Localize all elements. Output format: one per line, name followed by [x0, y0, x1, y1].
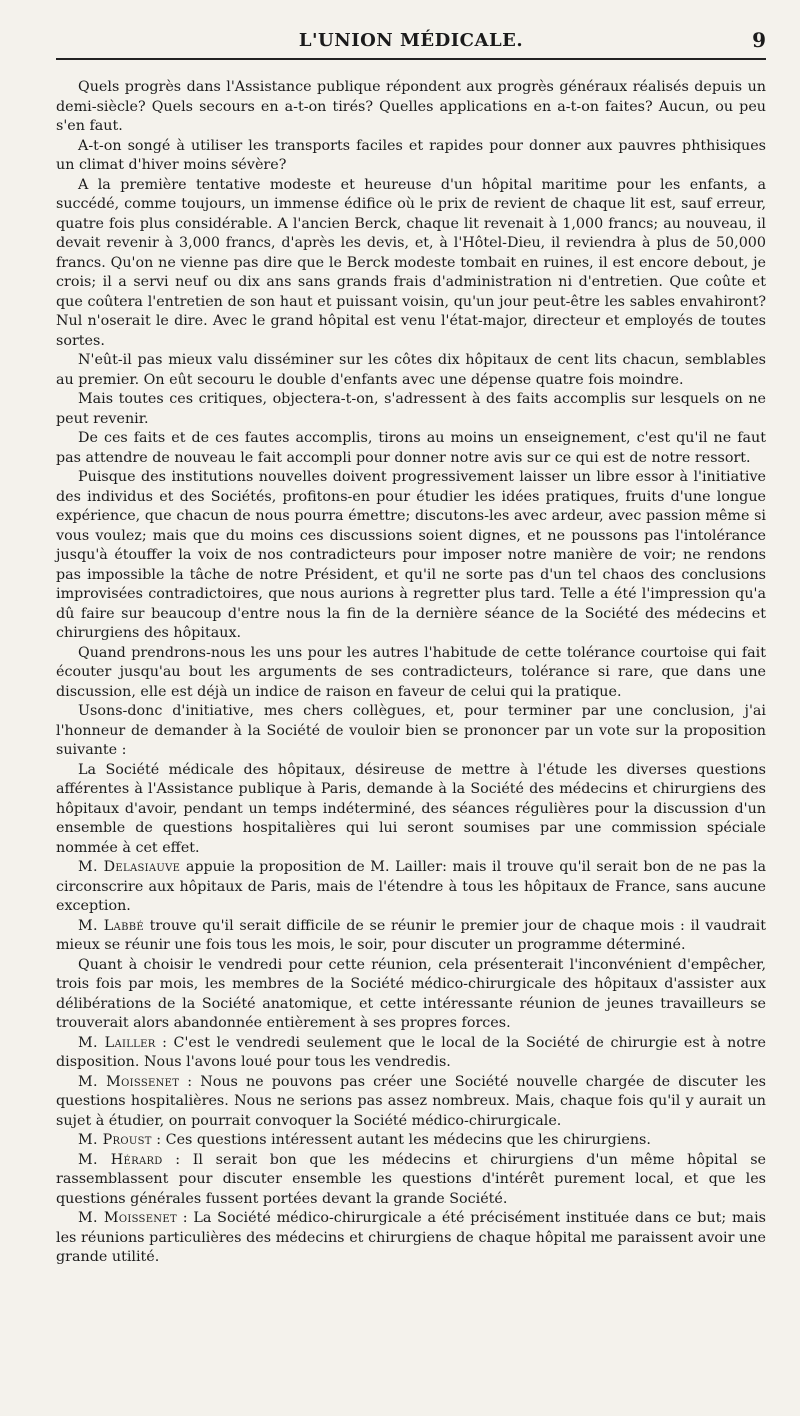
- paragraph: [56, 78, 766, 137]
- speaker-name: M. Hérard: [78, 1151, 163, 1168]
- paragraph-text: : Nous ne pouvons pas créer une Société nouvelle chargée de discuter les questions hospitalières. Nous ne serions pas assez nombreux. Mais, chaque fois qu'il y aurait un sujet à étudier, on pourrait convoquer la Société médico-chirurgicale.: [56, 1073, 766, 1129]
- speaker-paragraph: [56, 1073, 766, 1132]
- article-body: [56, 58, 766, 1268]
- speaker-paragraph: [56, 1209, 766, 1268]
- running-title: L'UNION MÉDICALE.: [298, 30, 524, 51]
- paragraph: [56, 351, 766, 390]
- paragraph-text: : Ces questions intéressent autant les médecins que les chirurgiens.: [151, 1132, 651, 1148]
- paragraph-text: A-t-on songé à utiliser les transports faciles et rapides pour donner aux pauvres phthisiques un climat d'hiver moins sévère?: [56, 137, 766, 173]
- paragraph-text: La Société médicale des hôpitaux, désireuse de mettre à l'étude les diverses questions afférentes à l'Assistance publique à Paris, demande à la Société des médecins et chirurgiens des hôpitaux d'avoir, pendant un temps indéterminé, des séances régulières pour la discussion d'un ensemble de questions hospitalières qui lui seront soumises par une commission spéciale nommée à cet effet.: [56, 761, 766, 856]
- page-number: 9: [752, 28, 766, 52]
- paragraph-text: appuie la proposition de M. Lailler: mais il trouve qu'il serait bon de ne pas la circonscrire aux hôpitaux de Paris, mais de l'étendre à tous les hôpitaux de France, sans aucune exception.: [56, 859, 766, 914]
- paragraph: [56, 956, 766, 1034]
- paragraph-text: Mais toutes ces critiques, objectera-t-on, s'adressent à des faits accomplis sur lesquels on ne peut revenir.: [56, 391, 766, 427]
- speaker-name: M. Lailler: [78, 1034, 156, 1051]
- paragraph-text: : C'est le vendredi seulement que le local de la Société de chirurgie est à notre disposition. Nous l'avons loué pour tous les vendredis.: [56, 1034, 766, 1070]
- speaker-name: M. Proust: [78, 1132, 152, 1148]
- paragraph: [56, 644, 766, 703]
- paragraph-text: trouve qu'il serait difficile de se réunir le premier jour de chaque mois : il vaudrait mieux se réunir une fois tous les mois, le soir, pour discuter un programme déterminé.: [56, 917, 766, 953]
- speaker-paragraph: [56, 1131, 766, 1151]
- paragraph: [56, 390, 766, 429]
- paragraph: [56, 702, 766, 761]
- proposition-paragraph: [56, 761, 766, 859]
- paragraph: [56, 468, 766, 644]
- speaker-paragraph: [56, 858, 766, 917]
- speaker-name: M. Moissenet: [78, 1073, 180, 1090]
- speaker-name: M. Delasiauve: [78, 859, 181, 875]
- speaker-paragraph: [56, 917, 766, 956]
- paragraph-text: A la première tentative modeste et heureuse d'un hôpital maritime pour les enfants, a succédé, comme toujours, un immense édifice où le prix de revient de chaque lit est, sauf erreur, quatre fois plus considérable. A l'ancien Berck, chaque lit revenait à 1,000 francs; au nouveau, il devait revenir à 3,000 francs, d'après les devis, et, à l'Hôtel-Dieu, il reviendra à plus de 50,000 francs. Qu'on ne vienne pas dire que le Berck modeste tombait en ruines, il est encore debout, je crois; il a servi neuf ou dix ans sans grands frais d'administration ni d'entretien. Que coûte et que coûtera l'entretien de son haut et puissant voisin, qu'un jour peut-être les sables envahiront? Nul n'oserait le dire. Avec le grand hôpital est venu l'état-major, directeur et employés de toutes sortes.: [56, 176, 766, 349]
- speaker-paragraph: [56, 1034, 766, 1073]
- paragraph-text: : Il serait bon que les médecins et chirurgiens d'un même hôpital se rassemblassent pour discuter ensemble les questions d'intérêt purement local, et que les questions générales fussent portées devant la grande Société.: [56, 1151, 766, 1207]
- paragraph: [56, 176, 766, 352]
- paragraph-text: N'eût-il pas mieux valu disséminer sur les côtes dix hôpitaux de cent lits chacun, semblables au premier. On eût secouru le double d'enfants avec une dépense quatre fois moindre.: [56, 352, 766, 388]
- paragraph-text: Usons-donc d'initiative, mes chers collègues, et, pour terminer par une conclusion, j'ai l'honneur de demander à la Société de vouloir bien se prononcer par un vote sur la proposition suivante :: [56, 703, 766, 758]
- paragraph: [56, 429, 766, 468]
- paragraph-text: Quels progrès dans l'Assistance publique répondent aux progrès généraux réalisés depuis un demi-siècle? Quels secours en a-t-on tirés? Quelles applications en a-t-on faites? Aucun, ou peu s'en faut.: [56, 79, 766, 134]
- paragraph-text: De ces faits et de ces fautes accomplis, tirons au moins un enseignement, c'est qu'il ne faut pas attendre de nouveau le fait accompli pour donner notre avis sur ce qui est de notre ressort.: [56, 430, 766, 466]
- page-header: [56, 0, 766, 58]
- paragraph-text: : La Société médico-chirurgicale a été précisément instituée dans ce but; mais les réunions particulières des médecins et chirurgiens de chaque hôpital me paraissent avoir une grande utilité.: [56, 1210, 766, 1265]
- speaker-name: M. Moissenet: [78, 1210, 177, 1226]
- header-rule: [56, 58, 766, 60]
- paragraph-text: Quant à choisir le vendredi pour cette réunion, cela présenterait l'inconvénient d'empêcher, trois fois par mois, les membres de la Société médico-chirurgicale des hôpitaux d'assister aux délibérations de la Société anatomique, et cette intéressante réunion de jeunes travailleurs se trouverait alors abandonnée entièrement à ses propres forces.: [56, 956, 766, 1031]
- paragraph: [56, 137, 766, 176]
- speaker-name: M. Labbé: [78, 917, 144, 934]
- paragraph-text: Puisque des institutions nouvelles doivent progressivement laisser un libre essor à l'initiative des individus et des Sociétés, profitons-en pour étudier les idées pratiques, fruits d'une longue expérience, que chacun de nous pourra émettre; discutons-les avec ardeur, avec passion même si vous voulez; mais que du moins ces discussions soient dignes, et ne poussons pas l'intolérance jusqu'à étouffer la voix de nos contradicteurs pour imposer notre manière de voir; ne rendons pas impossible la tâche de notre Président, et qu'il ne sorte pas d'un tel chaos des conclusions improvisées contradictoires, que nous aurions à regretter plus tard. Telle a été l'impression qu'a dû faire sur beaucoup d'entre nous la fin de la dernière séance de la Société des médecins et chirurgiens des hôpitaux.: [56, 469, 766, 641]
- speaker-paragraph: [56, 1151, 766, 1210]
- paragraph-text: Quand prendrons-nous les uns pour les autres l'habitude de cette tolérance courtoise qui fait écouter jusqu'au bout les arguments de ses contradicteurs, tolérance si rare, que dans une discussion, elle est déjà un indice de raison en faveur de celui qui la pratique.: [56, 644, 766, 700]
